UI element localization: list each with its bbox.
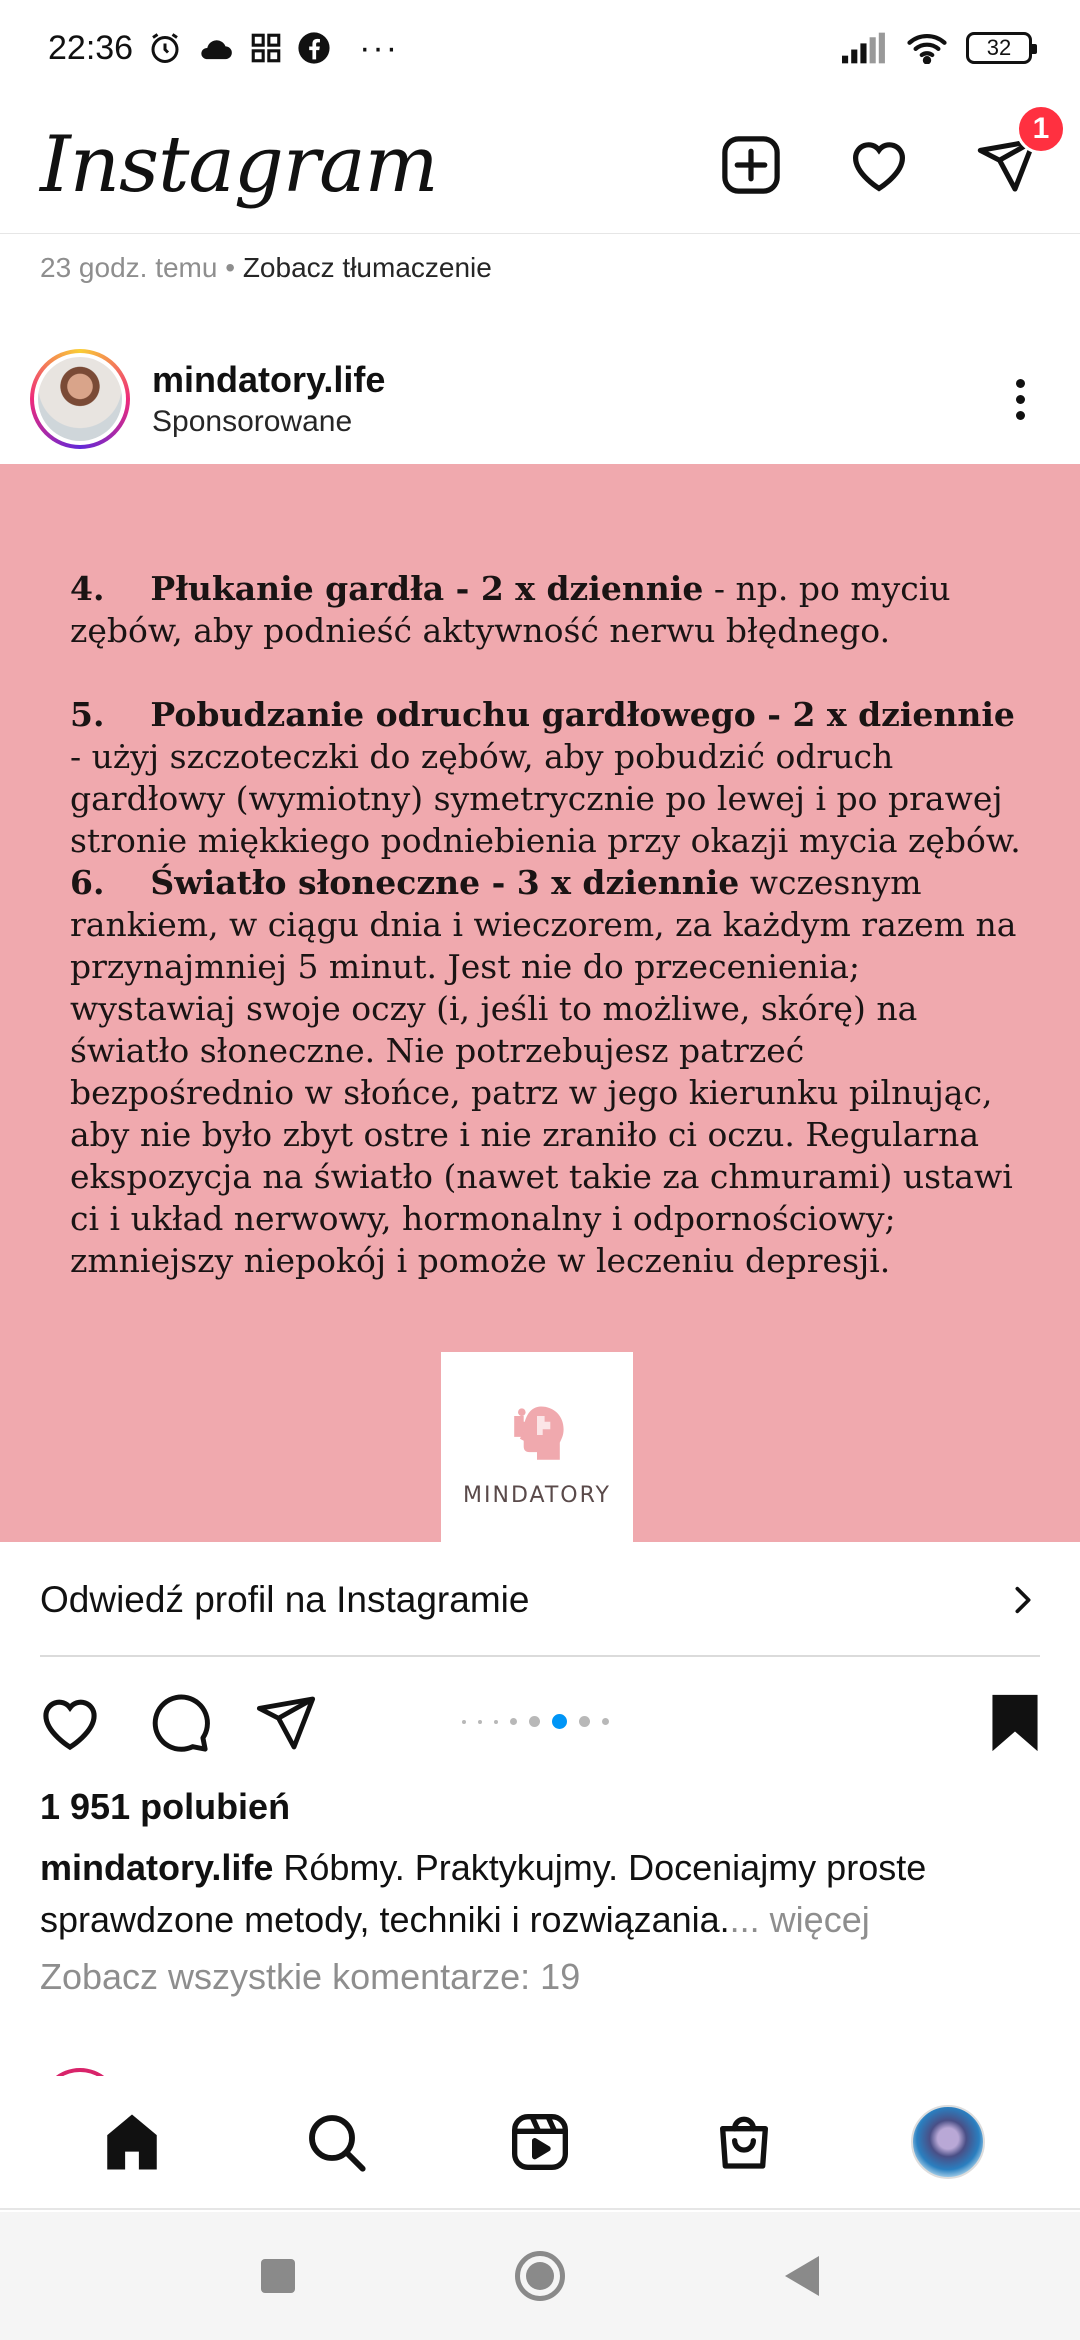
recent-apps-button[interactable] [261,2259,295,2293]
wifi-icon [906,32,948,64]
system-nav [0,2212,1080,2340]
carousel-dot [579,1716,590,1727]
carousel-dot [602,1718,609,1725]
post-actions [0,1680,1080,1766]
reels-icon [508,2110,572,2174]
apps-icon [249,31,283,65]
nav-search[interactable] [296,2102,376,2182]
visit-profile-label: Odwiedź profil na Instagramie [40,1579,530,1620]
post-username[interactable]: mindatory.life [152,359,386,400]
battery-level: 32 [986,35,1012,60]
list-item: 5. Pobudzanie odruchu gardłowego - 2 x dziennie - użyj szczoteczki do zębów, aby pobudzić odruch gardłowy (wymiotny) symetrycznie po lewej i po prawej stronie miękkiego podniebienia przy okazji mycia zębów. [70,695,1021,860]
view-comments-link[interactable]: Zobacz wszystkie komentarze: 19 [40,1956,581,1997]
shop-icon [712,2110,776,2174]
status-left [48,29,399,68]
carousel-dot [510,1718,517,1725]
profile-avatar [911,2105,985,2179]
sponsored-label: Sponsorowane [152,405,353,438]
bookmark-icon[interactable] [986,1692,1044,1754]
carousel-dot [494,1720,498,1724]
dot [1016,395,1025,404]
chevron-right-icon [1006,1583,1040,1617]
brand-name: MINDATORY [463,1483,611,1508]
carousel-dot [529,1716,540,1727]
caption-username[interactable]: mindatory.life [40,1847,274,1888]
dot [1016,379,1025,388]
direct-messages-button[interactable] [974,111,1050,198]
post-image[interactable] [0,464,1080,1542]
home-button[interactable] [515,2251,565,2301]
dot [1016,411,1025,420]
caption [40,1842,1040,1946]
app-actions [718,111,1050,198]
status-bar [0,0,1080,96]
instagram-logo[interactable]: Instagram [40,119,438,210]
activity-button[interactable] [846,132,912,198]
carousel-dot [478,1720,482,1724]
battery-icon [966,32,1032,64]
nav-reels[interactable] [500,2102,580,2182]
back-button[interactable] [785,2256,819,2296]
head-puzzle-icon [499,1397,575,1473]
new-post-button[interactable] [718,132,784,198]
action-buttons [36,1689,318,1757]
comment-icon[interactable] [146,1690,212,1756]
cloud-icon [197,33,235,63]
more-options-button[interactable] [990,369,1050,429]
caption-more-link[interactable]: ... więcej [729,1899,870,1940]
brand-logo [441,1352,633,1542]
like-heart-icon[interactable] [36,1689,104,1757]
signal-icon [842,32,888,64]
previous-post-meta [40,252,492,284]
caption-text: Róbmy. Praktykujmy. Doceniajmy proste sprawdzone metody, techniki i rozwiązania. [40,1847,927,1940]
list-item: 6. Światło słoneczne - 3 x dziennie wczesnym rankiem, w ciągu dnia i wieczorem, za każdym razem na przynajmniej 5 minut. Jest nie do przecenienia; wystawiaj swoje oczy (i, jeśli to możliwe, skórę) na światło słoneczne. Nie potrzebujesz patrzeć bezpośrednio w słońce, patrz w jego kierunku pilnując, aby nie było zbyt ostre i nie zraniło ci oczu. Regularna ekspozycja na światło (nawet takie za chmurami) ustawi ci i układ nerwowy, hormonalny i odpornościowy; zmniejszy niepokój i pomoże w leczeniu depresji. [70,863,1017,1280]
carousel-dot [462,1720,466,1724]
new-post-icon [718,132,784,198]
meta-separator: • [225,252,236,283]
notification-badge: 1 [1016,104,1066,154]
nav-shop[interactable] [704,2102,784,2182]
alarm-icon [147,30,183,66]
nav-home[interactable] [92,2102,172,2182]
post-user-info [152,359,385,439]
facebook-icon [297,31,331,65]
likes-count[interactable]: 1 951 polubień [40,1786,291,1827]
list-item: 4. Płukanie gardła - 2 x dziennie - np. po myciu zębów, aby podnieść aktywność nerwu błędnego. [70,569,951,650]
nav-profile[interactable] [908,2102,988,2182]
share-icon[interactable] [254,1691,318,1755]
search-icon [304,2110,368,2174]
carousel-indicator [462,1714,609,1729]
status-right [842,32,1032,64]
bottom-nav [0,2076,1080,2210]
post-header [0,334,1080,464]
avatar [38,357,122,441]
post-image-text [70,568,1030,1282]
visit-profile-link[interactable] [40,1545,1040,1657]
story-ring[interactable] [30,349,130,449]
home-icon [99,2109,165,2175]
see-translation-link[interactable]: Zobacz tłumaczenie [242,252,492,283]
app-bar [0,96,1080,234]
heart-icon [846,132,912,198]
previous-post-time: 23 godz. temu [40,252,218,283]
carousel-dot-active [552,1714,567,1729]
more-dots-icon: ··· [359,28,400,67]
status-time: 22:36 [48,28,134,67]
